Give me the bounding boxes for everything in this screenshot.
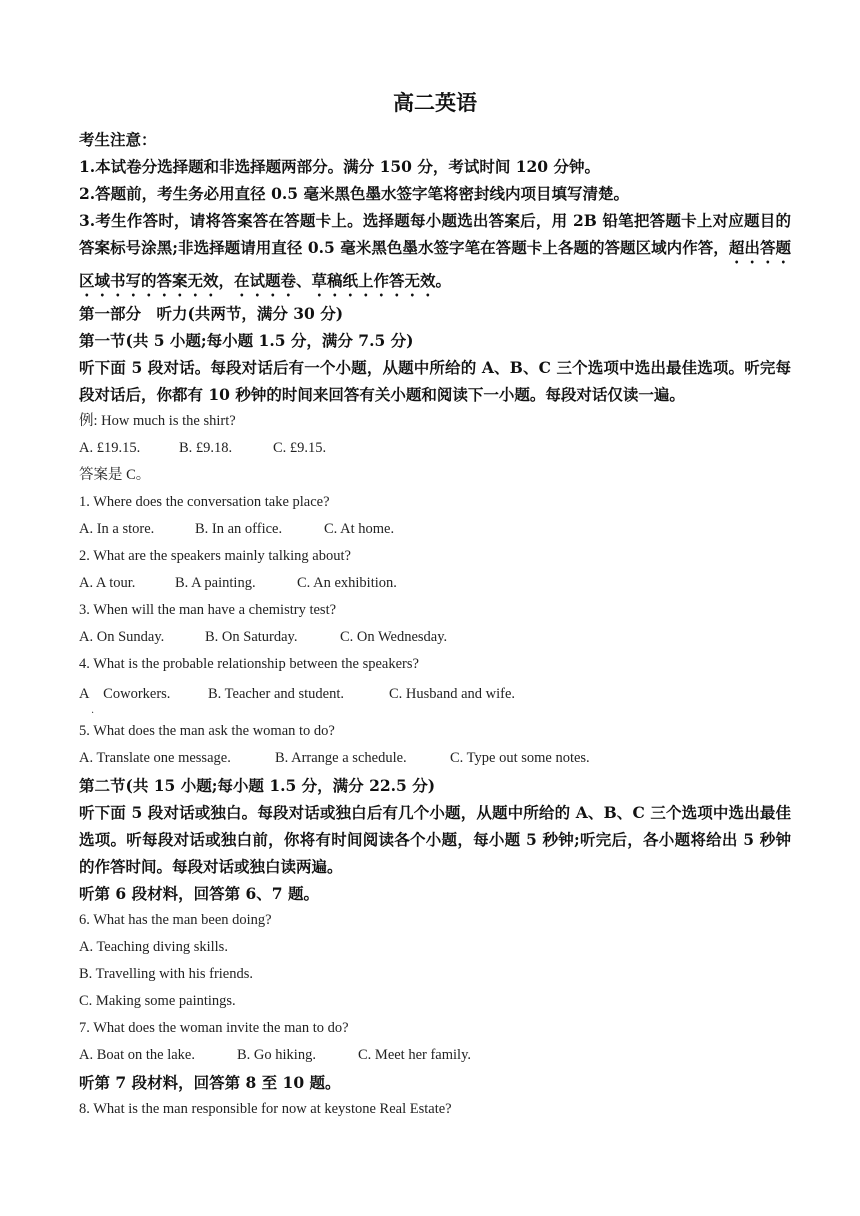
- question-7-options: [79, 1042, 791, 1069]
- option-a: A. £19.15.: [79, 440, 141, 456]
- option-c: C. Meet her family.: [358, 1047, 472, 1063]
- option-c: C. Husband and wife.: [389, 686, 516, 702]
- notice-item-3: [79, 207, 791, 300]
- example-question: 例: How much is the shirt?: [79, 413, 236, 429]
- notice-heading: 考生注意：: [79, 130, 157, 149]
- notice-item-2: 2.答题前，考生务必用直径 0.5 毫米黑色墨水签字笔将密封线内项目填写清楚。: [79, 184, 629, 203]
- question-3: 3. When will the man have a chemistry test?: [79, 602, 337, 618]
- option-b: B. Arrange a schedule.: [275, 750, 407, 766]
- question-1-options: [79, 516, 791, 543]
- section2-heading: 第二节(共 15 小题;每小题 1.5 分，满分 22.5 分): [79, 776, 436, 795]
- option-a: A. A tour.: [79, 575, 136, 591]
- option-b: B. On Saturday.: [205, 629, 298, 645]
- section2-instructions: 听下面 5 段对话或独白。每段对话或独白后有几个小题，从题中所给的 A、B、C 三个选项中选出最佳选项。听每段对话或独白前，你将有时间阅读各个小题，每小题 5 秒钟;听完后，各小题将给出 5 秒钟的作答时间。每段对话或独白读两遍。: [79, 803, 791, 876]
- section1-instructions: 听下面 5 段对话。每段对话后有一个小题，从题中所给的 A、B、C 三个选项中选出最佳选项。听完每段对话后，你都有 10 秒钟的时间来回答有关小题和阅读下一小题。每段对话仅读一遍。: [79, 358, 791, 404]
- question-3-options: [79, 624, 791, 651]
- question-5-options: [79, 745, 791, 772]
- option-a: A. In a store.: [79, 521, 155, 537]
- notice-item-3-text: 3.考生作答时，请将答案答在答题卡上。选择题每小题选出答案后，用 2B 铅笔把答题卡上对应题目的答案标号涂黑;非选择题请用直径 0.5 毫米黑色墨水签字笔在答题卡上各题的答题区域内作答，: [79, 211, 791, 257]
- question-2: 2. What are the speakers mainly talking about?: [79, 548, 351, 564]
- exam-page: [79, 88, 791, 1123]
- example-options: [79, 435, 791, 462]
- part-heading: 第一部分 听力(共两节，满分 30 分): [79, 304, 344, 323]
- question-1: 1. Where does the conversation take place?: [79, 494, 330, 510]
- question-6-option-a: A. Teaching diving skills.: [79, 939, 228, 955]
- option-c: C. An exhibition.: [297, 575, 397, 591]
- option-a: A. Boat on the lake.: [79, 1047, 195, 1063]
- option-a: A. Translate one message.: [79, 750, 231, 766]
- notice-item-1: 1.本试卷分选择题和非选择题两部分。满分 150 分，考试时间 120 分钟。: [79, 157, 600, 176]
- option-b: B. £9.18.: [179, 440, 233, 456]
- notice-emphasis: 超出答题区域书写的答案无效，在试题卷、草稿纸上作答无效: [79, 238, 791, 290]
- question-6-option-c: C. Making some paintings.: [79, 993, 236, 1009]
- option-c: C. At home.: [324, 521, 395, 537]
- notice-end: 。: [435, 271, 452, 290]
- question-6-option-b: B. Travelling with his friends.: [79, 966, 254, 982]
- option-c: C. Type out some notes.: [450, 750, 590, 766]
- option-a: A. On Sunday.: [79, 629, 165, 645]
- option-b: B. A painting.: [175, 575, 256, 591]
- option-b: B. Go hiking.: [237, 1047, 316, 1063]
- option-b: B. Teacher and student.: [208, 686, 345, 702]
- page-title: 高二英语: [393, 90, 477, 115]
- section1-heading: 第一节(共 5 小题;每小题 1.5 分，满分 7.5 分): [79, 331, 414, 350]
- material-7-heading: 听第 7 段材料，回答第 8 至 10 题。: [79, 1073, 341, 1092]
- question-8: 8. What is the man responsible for now at keystone Real Estate?: [79, 1101, 452, 1117]
- question-6: 6. What has the man been doing?: [79, 912, 272, 928]
- question-5: 5. What does the man ask the woman to do?: [79, 723, 335, 739]
- option-c: C. £9.15.: [273, 440, 327, 456]
- question-4-options: [79, 681, 791, 708]
- material-6-heading: 听第 6 段材料，回答第 6、7 题。: [79, 884, 319, 903]
- option-b: B. In an office.: [195, 521, 283, 537]
- question-7: 7. What does the woman invite the man to do?: [79, 1020, 349, 1036]
- example-answer: 答案是 C。: [79, 467, 151, 483]
- option-a: A Coworkers.: [79, 686, 171, 702]
- option-c: C. On Wednesday.: [340, 629, 448, 645]
- question-4: 4. What is the probable relationship between the speakers?: [79, 656, 419, 672]
- question-2-options: [79, 570, 791, 597]
- stray-mark: .: [91, 705, 95, 716]
